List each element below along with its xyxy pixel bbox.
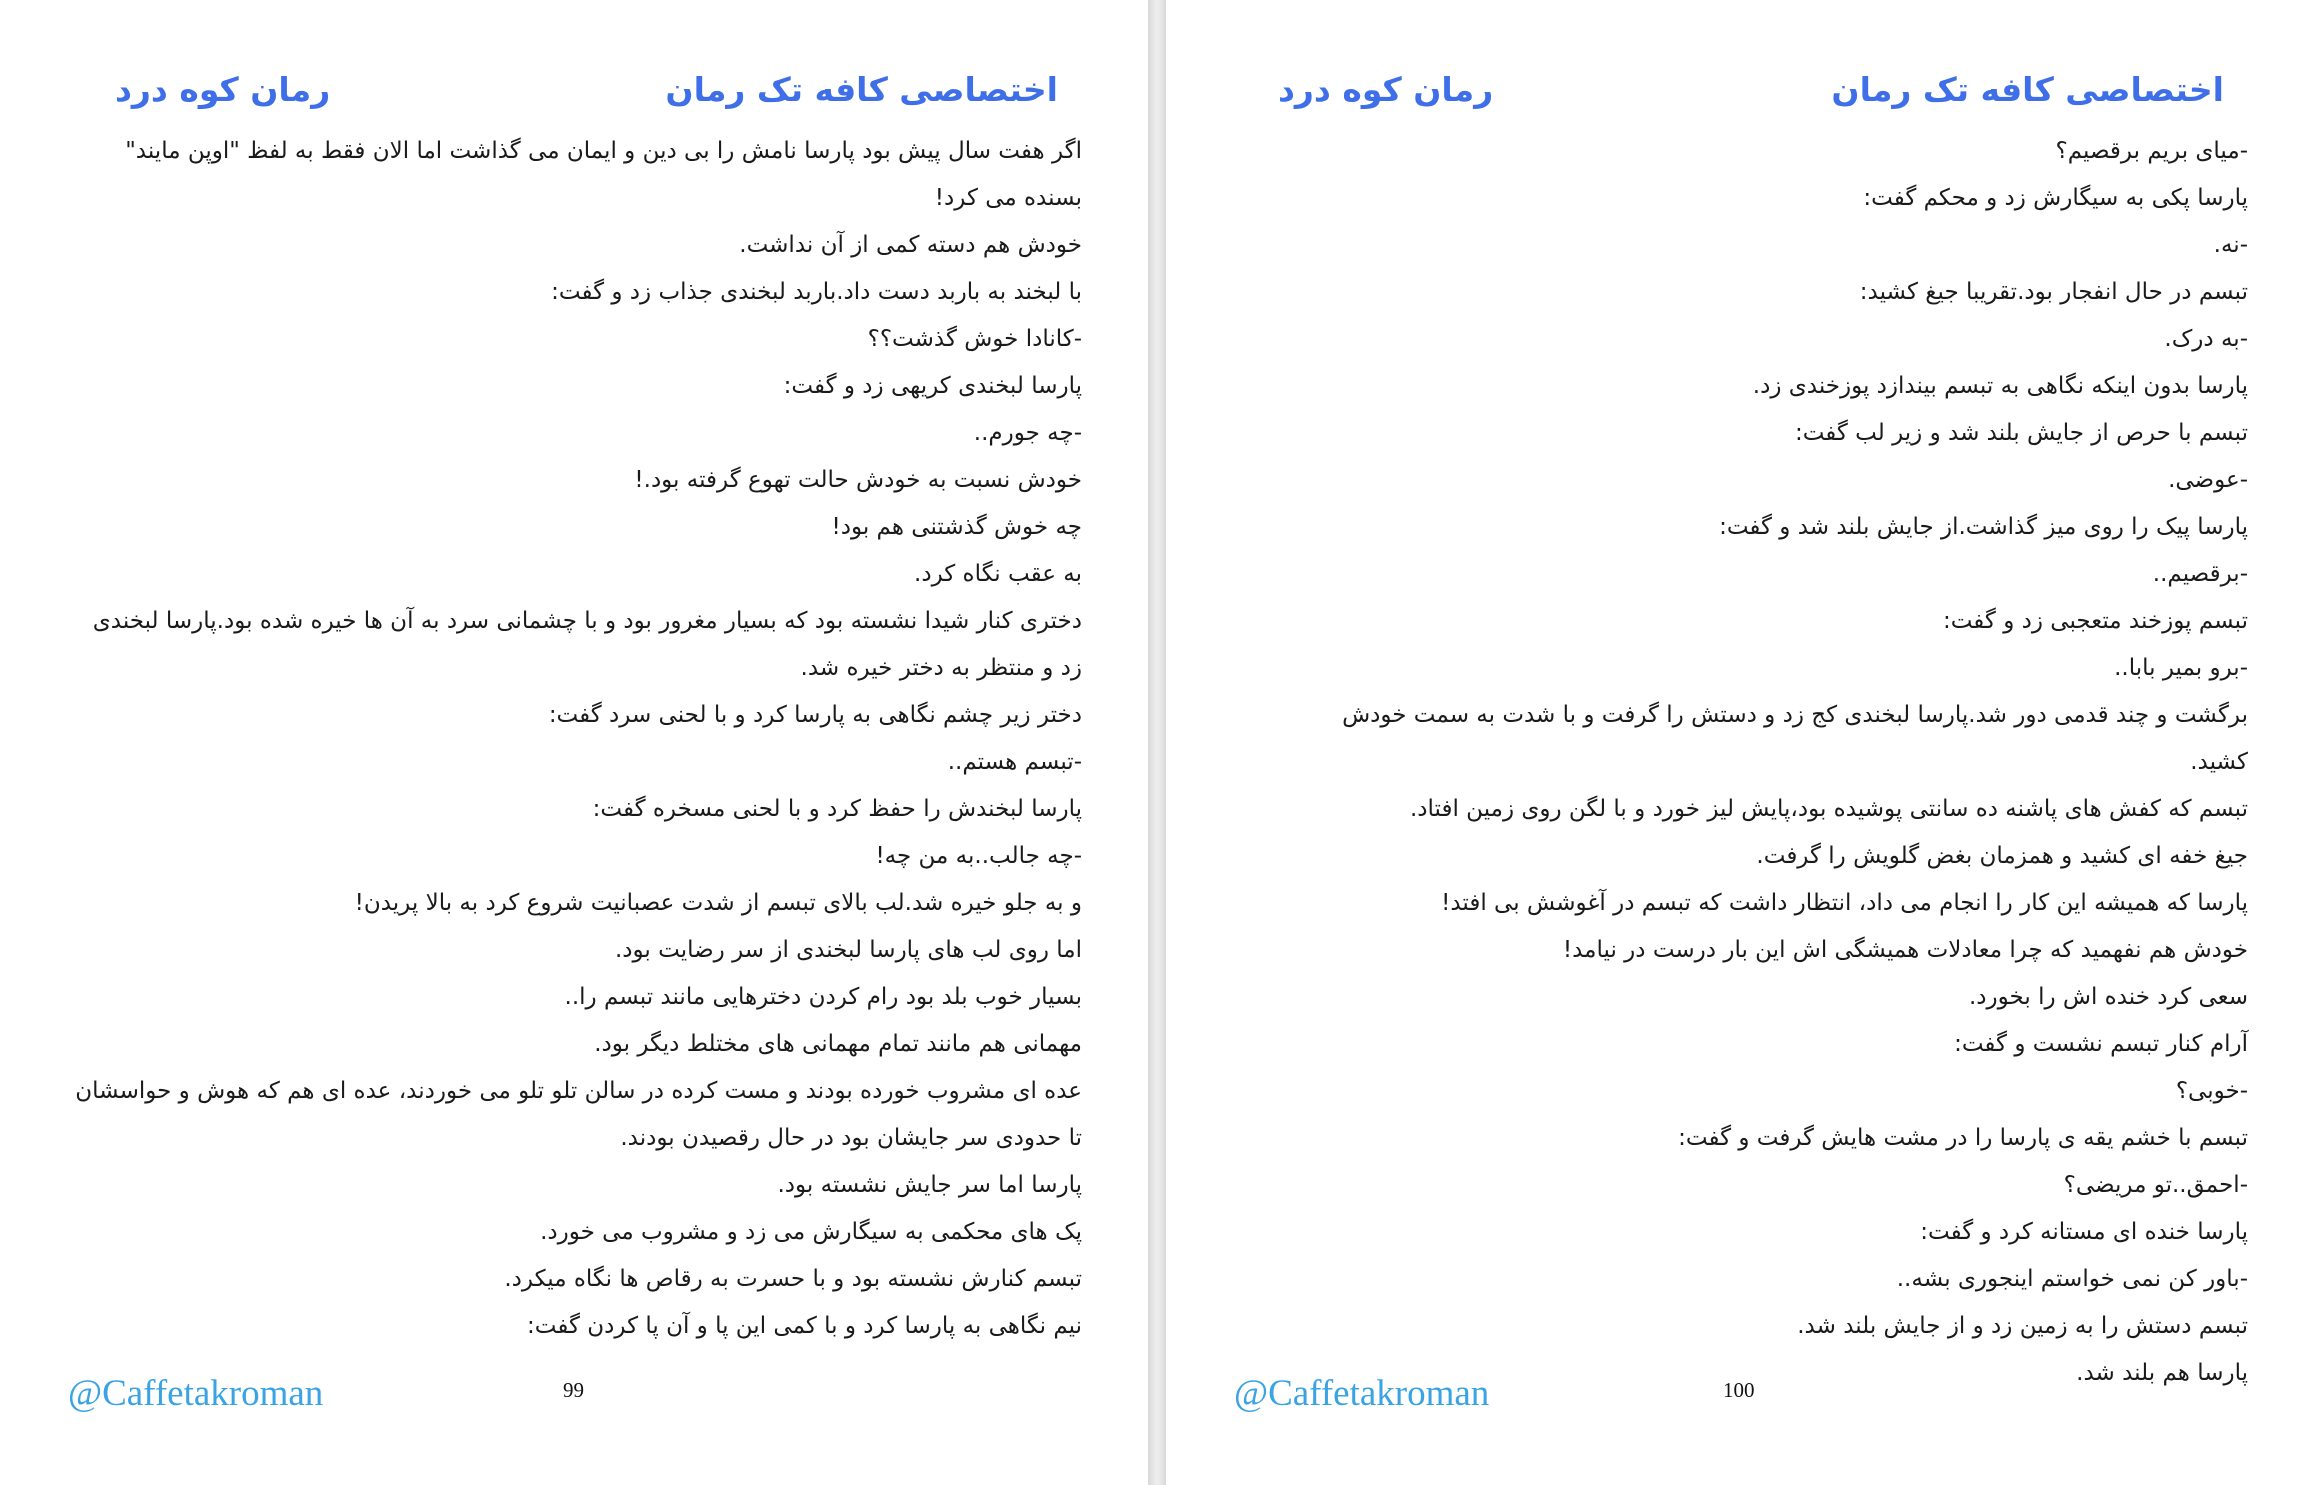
text-line: آرام کنار تبسم نشست و گفت: [1954,1031,2248,1057]
text-line: پارسا هم بلند شد. [2076,1360,2248,1386]
text-line: برگشت و چند قدمی دور شد.پارسا لبخندی کج زد و دستش را گرفت و با شدت به سمت خودش کشید. [1342,702,2248,775]
text-line: پارسا که همیشه این کار را انجام می داد، انتظار داشت که تبسم در آغوشش بی افتد! [1441,890,2248,916]
text-line: تبسم کنارش نشسته بود و با حسرت به رقاص ها نگاه میکرد. [504,1266,1082,1292]
page-right [1166,0,2314,1485]
text-line: -برو بمیر بابا.. [2114,655,2248,681]
text-line: -چه جالب..به من چه! [875,843,1082,869]
text-line: چه خوش گذشتنی هم بود! [831,514,1082,540]
text-line: مهمانی هم مانند تمام مهمانی های مختلط دیگر بود. [594,1031,1082,1057]
text-line: پارسا پکی به سیگارش زد و محکم گفت: [1863,185,2248,211]
text-line: -احمق..تو مریضی؟ [2063,1172,2248,1198]
text-line: پارسا پیک را روی میز گذاشت.از جایش بلند شد و گفت: [1719,514,2248,540]
text-line: با لبخند به باربد دست داد.باربد لبخندی جذاب زد و گفت: [551,279,1082,305]
text-line: تبسم دستش را به زمین زد و از جایش بلند شد. [1797,1313,2248,1339]
text-line: تبسم که کفش های پاشنه ده سانتی پوشیده بود،پایش لیز خورد و با لگن روی زمین افتاد. [1409,796,2248,822]
text-line: خودش هم نفهمید که چرا معادلات همیشگی اش این بار درست در نیامد! [1562,937,2248,963]
text-line: -عوضی. [2168,467,2248,493]
text-line: -باور کن نمی خواستم اینجوری بشه.. [1896,1266,2248,1292]
text-line: جیغ خفه ای کشید و همزمان بغض گلویش را گرفت. [1756,843,2248,869]
page-number: 100 [1723,1378,1755,1402]
text-line: -کانادا خوش گذشت؟؟ [867,326,1082,352]
text-line: تبسم در حال انفجار بود.تقریبا جیغ کشید: [1859,279,2248,305]
text-line: اگر هفت سال پیش بود پارسا نامش را بی دین و ایمان می گذاشت اما الان فقط به لفظ "اوپن مایند" بسنده می کرد! [125,138,1082,211]
header-title: اختصاصی کافه تک رمان [1831,70,2224,109]
header-novel-name: رمان کوه درد [1278,70,1494,109]
text-line: عده ای مشروب خورده بودند و مست کرده در سالن تلو تلو می خوردند، عده ای هم که هوش و حواسشان تا حدودی سر جایشان بود در حال رقصیدن بودند. [75,1078,1082,1151]
telegram-channel-link[interactable]: @Caffetakroman [1234,1373,1490,1414]
page-number: 99 [563,1378,584,1402]
text-line: دختر زیر چشم نگاهی به پارسا کرد و با لحنی سرد گفت: [548,702,1082,728]
page-body [1296,128,2248,1397]
text-line: پارسا بدون اینکه نگاهی به تبسم بیندازد پوزخندی زد. [1752,373,2248,399]
text-line: -میای بریم برقصیم؟ [2055,138,2248,164]
text-line: خودش هم دسته کمی از آن نداشت. [739,232,1082,258]
text-line: به عقب نگاه کرد. [914,561,1082,587]
page-gutter [1148,0,1166,1485]
text-line: تبسم با خشم یقه ی پارسا را در مشت هایش گرفت و گفت: [1678,1125,2248,1151]
text-line: -نه. [2213,232,2248,258]
text-line: تبسم با حرص از جایش بلند شد و زیر لب گفت: [1794,420,2248,446]
page-left [0,0,1148,1485]
header-novel-name: رمان کوه درد [115,70,331,109]
text-line: پارسا لبخندی کریهی زد و گفت: [783,373,1082,399]
text-line: نیم نگاهی به پارسا کرد و با کمی این پا و آن پا کردن گفت: [527,1313,1082,1339]
text-line: تبسم پوزخند متعجبی زد و گفت: [1942,608,2248,634]
telegram-channel-link[interactable]: @Caffetakroman [68,1373,324,1414]
text-line: سعی کرد خنده اش را بخورد. [1968,984,2248,1010]
text-line: پک های محکمی به سیگارش می زد و مشروب می خورد. [540,1219,1082,1245]
text-line: -تبسم هستم.. [947,749,1082,775]
text-line: پارسا لبخندش را حفظ کرد و با لحنی مسخره گفت: [592,796,1082,822]
text-line: دختری کنار شیدا نشسته بود که بسیار مغرور بود و با چشمانی سرد به آن ها خیره شده بود.پارسا لبخندی زد و منتظر به دختر خیره شد. [92,608,1082,681]
text-line: -چه جورم.. [973,420,1082,446]
text-line: و به جلو خیره شد.لب بالای تبسم از شدت عصبانیت شروع کرد به بالا پریدن! [354,890,1082,916]
text-line: -خوبی؟ [2175,1078,2248,1104]
page-body [68,128,1082,1350]
text-line: پارسا اما سر جایش نشسته بود. [777,1172,1082,1198]
text-line: خودش نسبت به خودش حالت تهوع گرفته بود.! [634,467,1082,493]
text-line: پارسا خنده ای مستانه کرد و گفت: [1920,1219,2248,1245]
text-line: اما روی لب های پارسا لبخندی از سر رضایت بود. [615,937,1082,963]
header-title: اختصاصی کافه تک رمان [665,70,1058,109]
text-line: -به درک. [2164,326,2248,352]
text-line: بسیار خوب بلد بود رام کردن دخترهایی مانند تبسم را.. [564,984,1082,1010]
text-line: -برقصیم.. [2152,561,2248,587]
